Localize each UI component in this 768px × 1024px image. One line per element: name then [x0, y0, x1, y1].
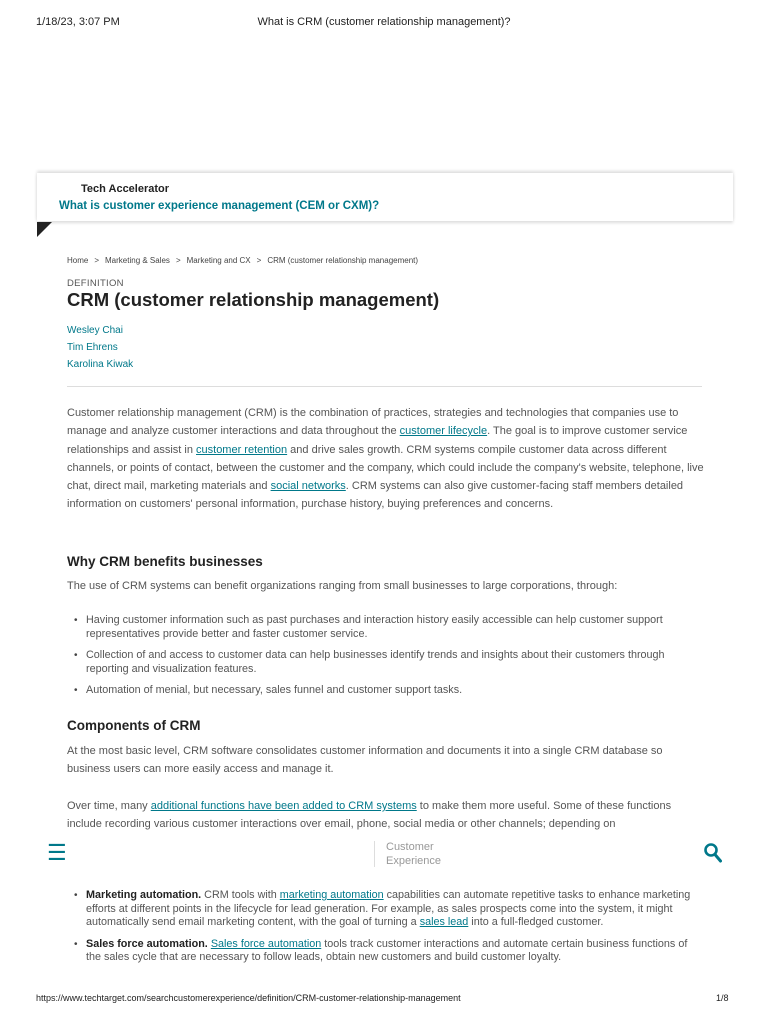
benefits-list	[67, 614, 696, 698]
print-datetime: 1/18/23, 3:07 PM	[36, 16, 120, 28]
breadcrumb-separator: >	[256, 256, 262, 265]
intro-paragraph: Customer relationship management (CRM) is the combination of practices, strategies and technologies that companies use to manage and analyze customer interactions and data throughout the customer lifecycle. The goal is to improve customer service relationships and assist in customer retention and drive sales growth. CRM systems compile customer data across different channels, or points of contact, between the customer and the company, which could include the company's website, telephone, live chat, direct mail, marketing materials and social networks. CRM systems can also give customer-facing staff members detailed information on customers' personal information, purchase history, buying preferences and concerns.	[67, 407, 704, 511]
list-item: • Automation of menial, but necessary, sales funnel and customer support tasks.	[67, 684, 696, 698]
corner-triangle-icon	[37, 222, 52, 237]
print-page-number: 1/8	[716, 993, 729, 1003]
tech-accelerator-label: Tech Accelerator	[81, 183, 170, 195]
list-item: • Collection of and access to customer data can help businesses identify trends and insights about their customers through reporting and visualization features.	[67, 649, 696, 676]
sales-lead-link[interactable]: sales lead	[419, 916, 469, 928]
marketing-automation-link[interactable]: marketing automation	[279, 889, 384, 901]
breadcrumb-current[interactable]: CRM (customer relationship management)	[267, 256, 419, 265]
tech-accelerator-banner	[37, 173, 733, 221]
section-heading-components: Components of CRM	[67, 718, 201, 733]
author-list	[67, 322, 133, 373]
hamburger-menu-icon[interactable]: ☰	[47, 840, 67, 865]
divider	[67, 386, 702, 387]
section-heading-benefits: Why CRM benefits businesses	[67, 554, 263, 569]
tech-accelerator-link[interactable]: What is customer experience management (CEM or CXM)?	[59, 200, 380, 212]
components-paragraph-1: At the most basic level, CRM software consolidates customer information and documents it into a single CRM database so business users can more easily access and manage it.	[67, 745, 663, 776]
list-item: • Having customer information such as past purchases and interaction history easily accessible can help customer support representatives provide better and faster customer service.	[67, 614, 696, 641]
breadcrumb	[67, 256, 418, 265]
site-brand[interactable]: Customer Experience	[386, 841, 442, 867]
site-navbar	[0, 835, 768, 875]
list-item: • Marketing automation. CRM tools with marketing automation capabilities can automate repetitive tasks to enhance marketing efforts at different points in the lifecycle for lead generation. For example, as sales prospects come into the system, it might automatically send email marketing content, with the goal of turning a sales lead into a full-fledged customer.	[67, 889, 696, 930]
definition-kicker: DEFINITION	[67, 278, 124, 289]
components-paragraph-2: Over time, many additional functions have been added to CRM systems to make them more useful. Some of these functions include recording various customer interactions over email, phone, social media or other channels; depending on	[67, 800, 672, 831]
breadcrumb-marketing-sales[interactable]: Marketing & Sales	[105, 256, 170, 265]
list-item: • Sales force automation. Sales force automation tools track customer interactions and automate certain business functions of the sales cycle that are necessary to follow leads, obtain new customers and build customer loyalty.	[67, 938, 696, 965]
author-link[interactable]: Wesley Chai	[67, 325, 123, 336]
author-link[interactable]: Tim Ehrens	[67, 342, 118, 353]
print-doc-title: What is CRM (customer relationship management)?	[257, 16, 511, 28]
additional-functions-link[interactable]: additional functions have been added to CRM systems	[150, 800, 417, 812]
search-icon[interactable]	[704, 843, 722, 863]
customer-lifecycle-link[interactable]: customer lifecycle	[399, 425, 488, 438]
breadcrumb-marketing-cx[interactable]: Marketing and CX	[186, 256, 251, 265]
sales-force-automation-link[interactable]: Sales force automation	[210, 937, 322, 950]
benefits-lead: The use of CRM systems can benefit organizations ranging from small businesses to large corporations, through:	[67, 580, 618, 592]
page-title: CRM (customer relationship management)	[67, 289, 440, 310]
print-footer-url: https://www.techtarget.com/searchcustomerexperience/definition/CRM-customer-relationship-management	[36, 993, 461, 1003]
breadcrumb-separator: >	[175, 256, 181, 265]
components-list	[67, 889, 696, 965]
nav-divider	[374, 841, 375, 867]
social-networks-link[interactable]: social networks	[270, 480, 346, 493]
author-link[interactable]: Karolina Kiwak	[67, 359, 134, 370]
breadcrumb-separator: >	[94, 256, 100, 265]
breadcrumb-home[interactable]: Home	[67, 256, 89, 265]
customer-retention-link[interactable]: customer retention	[196, 443, 288, 456]
